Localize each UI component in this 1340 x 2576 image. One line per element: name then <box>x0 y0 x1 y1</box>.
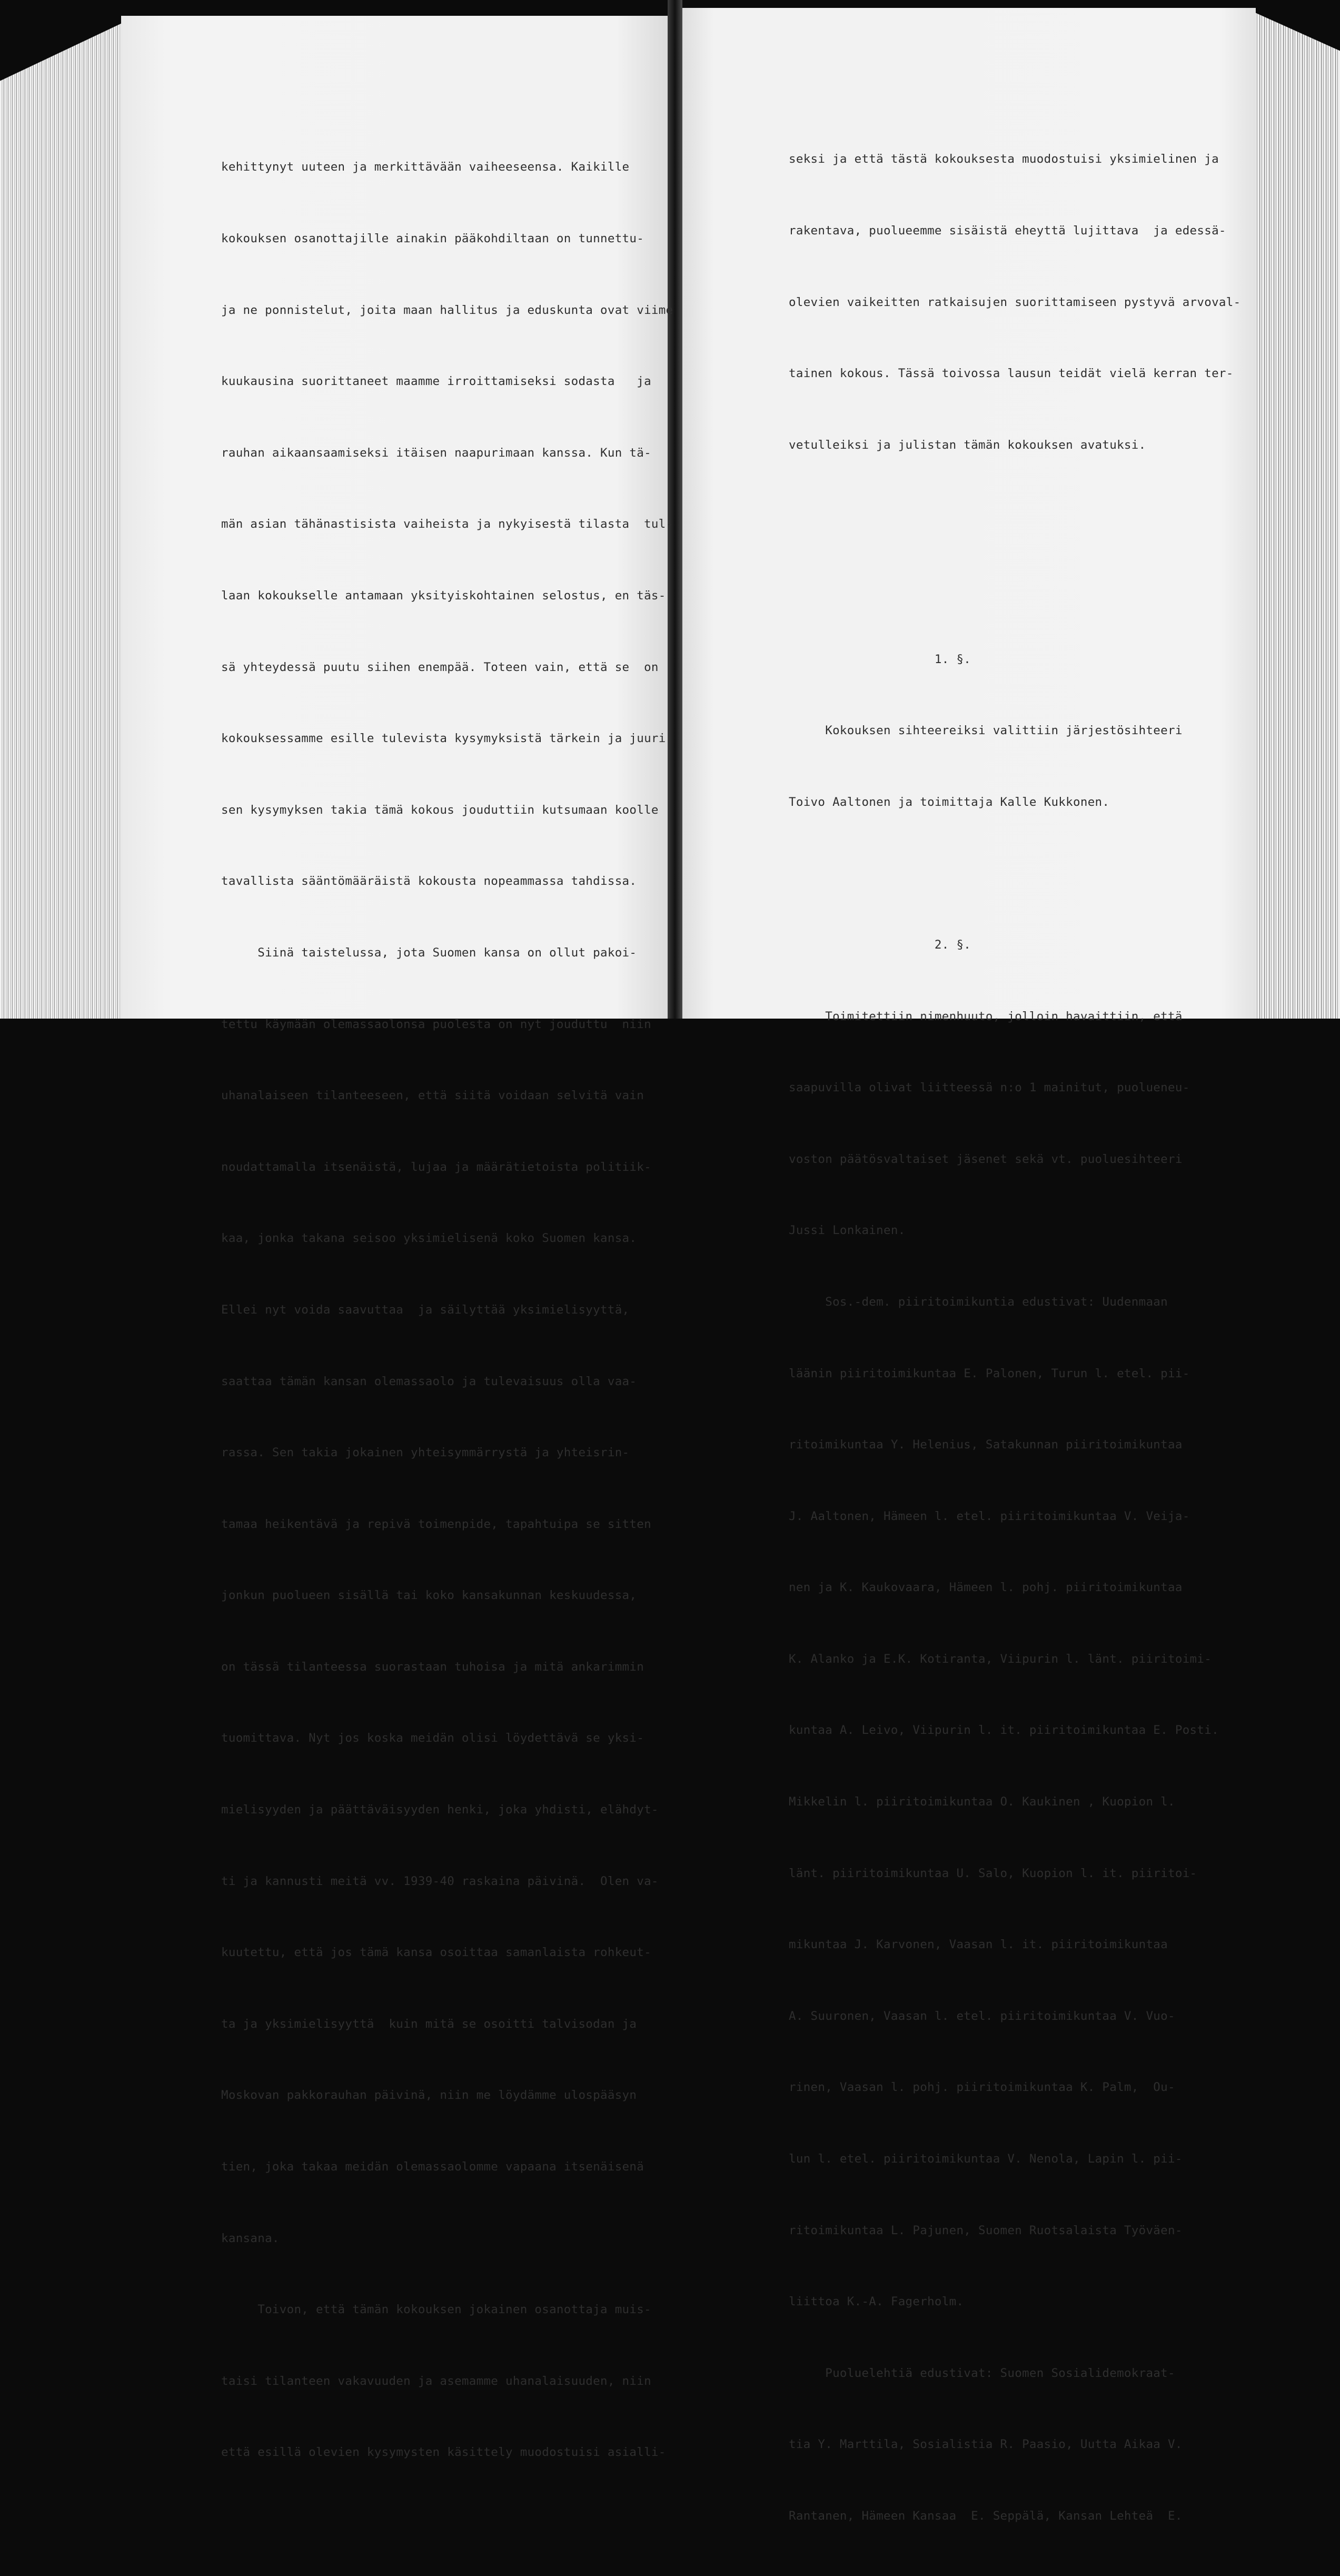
text-line: J. Aaltonen, Hämeen l. etel. piiritoimikuntaa V. Veija- <box>789 1509 1190 1523</box>
text-line: saapuvilla olivat liitteessä n:o 1 mainitut, puolueneu- <box>789 1081 1190 1095</box>
text-line: män asian tähänastisista vaiheista ja nykyisestä tilasta tul- <box>221 517 673 531</box>
text-line: ritoimikuntaa L. Pajunen, Suomen Ruotsalaista Työväen- <box>789 2223 1183 2237</box>
text-line: rinen, Vaasan l. pohj. piiritoimikuntaa K. Palm, Ou- <box>789 2080 1175 2095</box>
text-line: Toivo Aaltonen ja toimittaja Kalle Kukkonen. <box>789 795 1110 809</box>
section-heading-2: 2. §. <box>789 937 971 952</box>
text-line: tettu käymään olemassaolonsa puolesta on nyt jouduttu niin <box>221 1017 651 1031</box>
text-line: tien, joka takaa meidän olemassaolomme vapaana itsenäisenä <box>221 2160 644 2174</box>
text-line: tia Y. Marttila, Sosialistia R. Paasio, Uutta Aikaa V. <box>789 2437 1183 2452</box>
text-line: olevien vaikeitten ratkaisujen suorittamiseen pystyvä arvoval- <box>789 295 1241 309</box>
text-line: rassa. Sen takia jokainen yhteisymmärrystä ja yhteisrin- <box>221 1446 630 1460</box>
text-line: kokouksen osanottajille ainakin pääkohdiltaan on tunnettu- <box>221 232 644 245</box>
text-line: länt. piiritoimikuntaa U. Salo, Kuopion l. it. piiritoi- <box>789 1866 1197 1880</box>
text-line: lun l. etel. piiritoimikuntaa V. Nenola, Lapin l. pii- <box>789 2152 1183 2166</box>
right-page-edges <box>1250 11 1340 1019</box>
blank-line <box>789 576 1240 600</box>
text-line: tamaa heikentävä ja repivä toimenpide, tapahtuipa se sitten <box>221 1517 651 1531</box>
text-line: Ellei nyt voida saavuttaa ja säilyttää yksimielisyyttä, <box>221 1302 630 1317</box>
text-line: kuutettu, että jos tämä kansa osoittaa samanlaista rohkeut- <box>221 1946 651 1960</box>
text-line: vetulleiksi ja julistan tämän kokouksen avatuksi. <box>789 438 1146 452</box>
left-page-text <box>221 108 673 2512</box>
text-line: kuukausina suorittaneet maamme irroittamiseksi sodasta ja <box>221 374 651 389</box>
text-line: Puoluelehtiä edustivat: Suomen Sosialidemokraat- <box>789 2366 1175 2380</box>
text-line: ti ja kannusti meitä vv. 1939-40 raskaina päivinä. Olen va- <box>221 1874 659 1888</box>
text-line: tavallista sääntömääräistä kokousta nopeammassa tahdissa. <box>221 874 637 889</box>
text-line: K. Alanko ja E.K. Kotiranta, Viipurin l. länt. piiritoimi- <box>789 1652 1212 1666</box>
text-line: Jussi Lonkainen. <box>789 1223 906 1238</box>
text-line: tainen kokous. Tässä toivossa lausun teidät vielä kerran ter- <box>789 367 1234 381</box>
text-line: mielisyyden ja päättäväisyyden henki, joka yhdisti, elähdyt- <box>221 1803 659 1817</box>
text-line: Moskovan pakkorauhan päivinä, niin me löydämme ulospääsyn <box>221 2088 637 2103</box>
blank-line <box>789 505 1240 528</box>
text-line: Siinä taistelussa, jota Suomen kansa on ollut pakoi- <box>221 945 637 960</box>
text-line: Toivon, että tämän kokouksen jokainen osanottaja muis- <box>221 2303 651 2317</box>
text-line: ja ne ponnistelut, joita maan hallitus ja eduskunta ovat viime <box>221 303 673 317</box>
text-line: että esillä olevien kysymysten käsittely muodostuisi asialli- <box>221 2445 666 2460</box>
text-line: A. Suuronen, Vaasan l. etel. piiritoimikuntaa V. Vuo- <box>789 2009 1175 2023</box>
blank-line <box>789 862 1240 885</box>
text-line: mikuntaa J. Karvonen, Vaasan l. it. piiritoimikuntaa <box>789 1938 1168 1952</box>
text-line: sen kysymyksen takia tämä kokous jouduttiin kutsumaan koolle <box>221 803 659 817</box>
text-line: ta ja yksimielisyyttä kuin mitä se osoitti talvisodan ja <box>221 2017 637 2031</box>
text-line: kaa, jonka takana seisoo yksimielisenä koko Suomen kansa. <box>221 1231 637 1246</box>
text-line: ritoimikuntaa Y. Helenius, Satakunnan piiritoimikuntaa <box>789 1438 1183 1452</box>
text-line: rakentava, puolueemme sisäistä eheyttä lujittava ja edessä- <box>789 224 1226 238</box>
text-line: taisi tilanteen vakavuuden ja asemamme uhanalaisuuden, niin <box>221 2374 651 2388</box>
text-line: sä yhteydessä puutu siihen enempää. Toteen vain, että se on <box>221 660 659 674</box>
text-line: Kokouksen sihteereiksi valittiin järjestösihteeri <box>789 724 1183 738</box>
text-line: kuntaa A. Leivo, Viipurin l. it. piiritoimikuntaa E. Posti. <box>789 1723 1219 1738</box>
text-line: voston päätösvaltaiset jäsenet sekä vt. puoluesihteeri <box>789 1152 1183 1166</box>
section-heading-1: 1. §. <box>789 652 971 666</box>
text-line: tuomittava. Nyt jos koska meidän olisi löydettävä se yksi- <box>221 1731 644 1745</box>
text-line: Toimitettiin nimenhuuto, jolloin havaittiin, että <box>789 1009 1183 1023</box>
text-line: liittoa K.-A. Fagerholm. <box>789 2295 964 2309</box>
text-line: seksi ja että tästä kokouksesta muodostuisi yksimielinen ja <box>789 152 1219 166</box>
text-line: uhanalaiseen tilanteeseen, että siitä voidaan selvitä vain <box>221 1089 644 1103</box>
text-line: kokouksessamme esille tulevista kysymyksistä tärkein ja juuri <box>221 732 666 746</box>
text-line: noudattamalla itsenäistä, lujaa ja määrätietoista politiik- <box>221 1160 651 1174</box>
text-line: kansana. <box>221 2231 280 2245</box>
text-line: kehittynyt uuteen ja merkittävään vaiheeseensa. Kaikille <box>221 160 630 174</box>
text-line: laan kokoukselle antamaan yksityiskohtainen selostus, en täs- <box>221 588 666 603</box>
text-line: rauhan aikaansaamiseksi itäisen naapurimaan kanssa. Kun tä- <box>221 446 651 460</box>
left-page-edges <box>0 21 126 1019</box>
text-line: saattaa tämän kansan olemassaolo ja tulevaisuus olla vaa- <box>221 1374 637 1388</box>
text-line: nen ja K. Kaukovaara, Hämeen l. pohj. piiritoimikuntaa <box>789 1581 1183 1595</box>
text-line: Rantanen, Hämeen Kansaa E. Seppälä, Kansan Lehteä E. <box>789 2509 1183 2523</box>
text-line: läänin piiritoimikuntaa E. Palonen, Turun l. etel. pii- <box>789 1366 1190 1380</box>
right-page-text <box>789 100 1240 2576</box>
text-line: Sos.-dem. piiritoimikuntia edustivat: Uudenmaan <box>789 1295 1168 1309</box>
text-line: jonkun puolueen sisällä tai koko kansakunnan keskuudessa, <box>221 1588 637 1603</box>
text-line: on tässä tilanteessa suorastaan tuhoisa ja mitä ankarimmin <box>221 1660 644 1674</box>
text-line: Mikkelin l. piiritoimikuntaa O. Kaukinen , Kuopion l. <box>789 1795 1175 1809</box>
